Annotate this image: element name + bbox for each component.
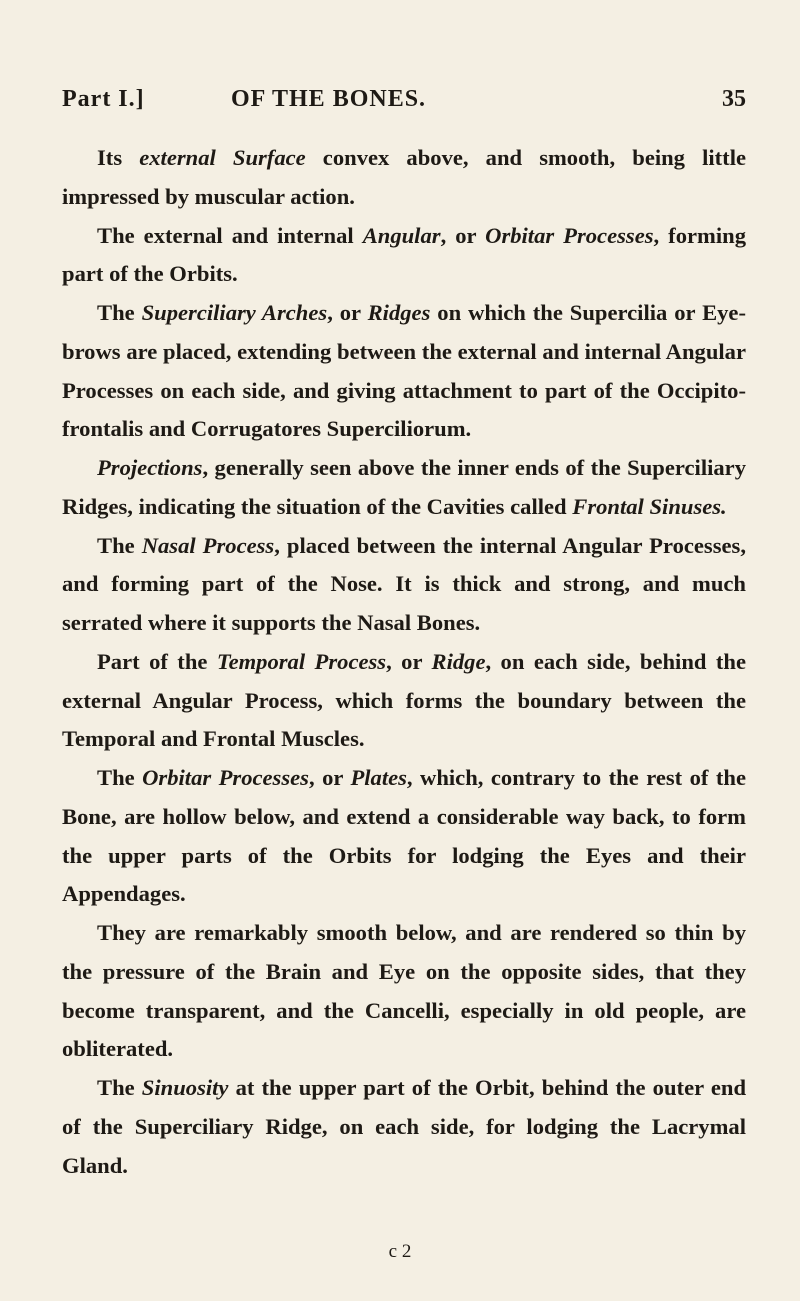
paragraph xyxy=(62,914,746,1069)
italic-term: Nasal Process xyxy=(141,532,275,558)
paragraph xyxy=(62,527,746,643)
italic-term: Projections xyxy=(97,455,203,480)
page-number: 35 xyxy=(722,86,746,112)
text-run: The xyxy=(97,765,143,790)
text-run: , on each side, behind the external Angular Process, which forms the boundary between the Temporal and Frontal Muscles. xyxy=(62,648,746,752)
text-run: , or xyxy=(308,765,351,790)
paragraph xyxy=(62,759,746,914)
text-run: at the upper part of the Orbit, behind the outer end of the Superciliary Ridge, on each side, for lodging the Lacrymal Gland. xyxy=(62,1075,747,1178)
text-run: , forming part of the Orbits. xyxy=(62,222,746,287)
text-run: , or xyxy=(327,300,368,325)
paragraph xyxy=(62,1069,746,1185)
italic-term: Orbitar Processes xyxy=(142,765,309,790)
paragraph xyxy=(62,294,746,449)
text-run: convex above, and smooth, being little impressed by muscular action. xyxy=(62,145,746,209)
text-run: The external and internal xyxy=(97,222,363,248)
italic-term: Ridges xyxy=(367,300,431,325)
chapter-title: OF THE BONES. xyxy=(231,86,427,112)
italic-term: Angular xyxy=(362,222,441,248)
text-run: Its xyxy=(97,145,140,170)
text-run: on which the Supercilia or Eye-brows are placed, extending between the external and internal Angular Processes on each side, and giving attachment to part of the Occipito-frontalis and Corrugatores Superciliorum. xyxy=(62,300,746,442)
italic-term: Temporal Process xyxy=(216,648,387,674)
running-header xyxy=(62,86,746,126)
text-run: , or xyxy=(386,648,432,674)
signature-mark: c 2 xyxy=(388,1241,412,1262)
text-run: , or xyxy=(440,222,486,248)
paragraph xyxy=(62,449,746,527)
part-label: Part I.] xyxy=(62,86,145,112)
body-text xyxy=(62,139,746,1185)
text-run: Part of the xyxy=(97,648,217,674)
italic-term: external Surface xyxy=(139,145,306,170)
paragraph xyxy=(62,217,746,295)
italic-term: Sinuosity xyxy=(141,1075,229,1100)
text-run: The xyxy=(97,300,142,325)
italic-term: Orbitar Processes xyxy=(485,222,654,248)
text-run: , generally seen above the inner ends of the Superciliary Ridges, indicating the situation of the Cavities called xyxy=(62,455,746,519)
text-run: The xyxy=(97,532,142,558)
paragraph xyxy=(62,643,746,759)
text-run: , placed between the internal Angular Processes, and forming part of the Nose. It is thick and strong, and much serrated where it supports the Nasal Bones. xyxy=(62,532,746,635)
italic-term: Superciliary Arches xyxy=(141,300,328,325)
text-run: They are remarkably smooth below, and are rendered so thin by the pressure of the Brain and Eye on the opposite sides, that they become transparent, and the Cancelli, especially in old people, are obliterated. xyxy=(62,920,746,1062)
italic-term: Ridge xyxy=(431,648,486,674)
text-run: , which, contrary to the rest of the Bone, are hollow below, and extend a considerable way back, to form the upper parts of the Orbits for lodging the Eyes and their Appendages. xyxy=(62,765,746,907)
italic-term: Frontal Sinuses. xyxy=(572,493,727,519)
text-run: The xyxy=(97,1075,142,1100)
italic-term: Plates xyxy=(350,765,407,790)
paragraph xyxy=(62,139,746,217)
